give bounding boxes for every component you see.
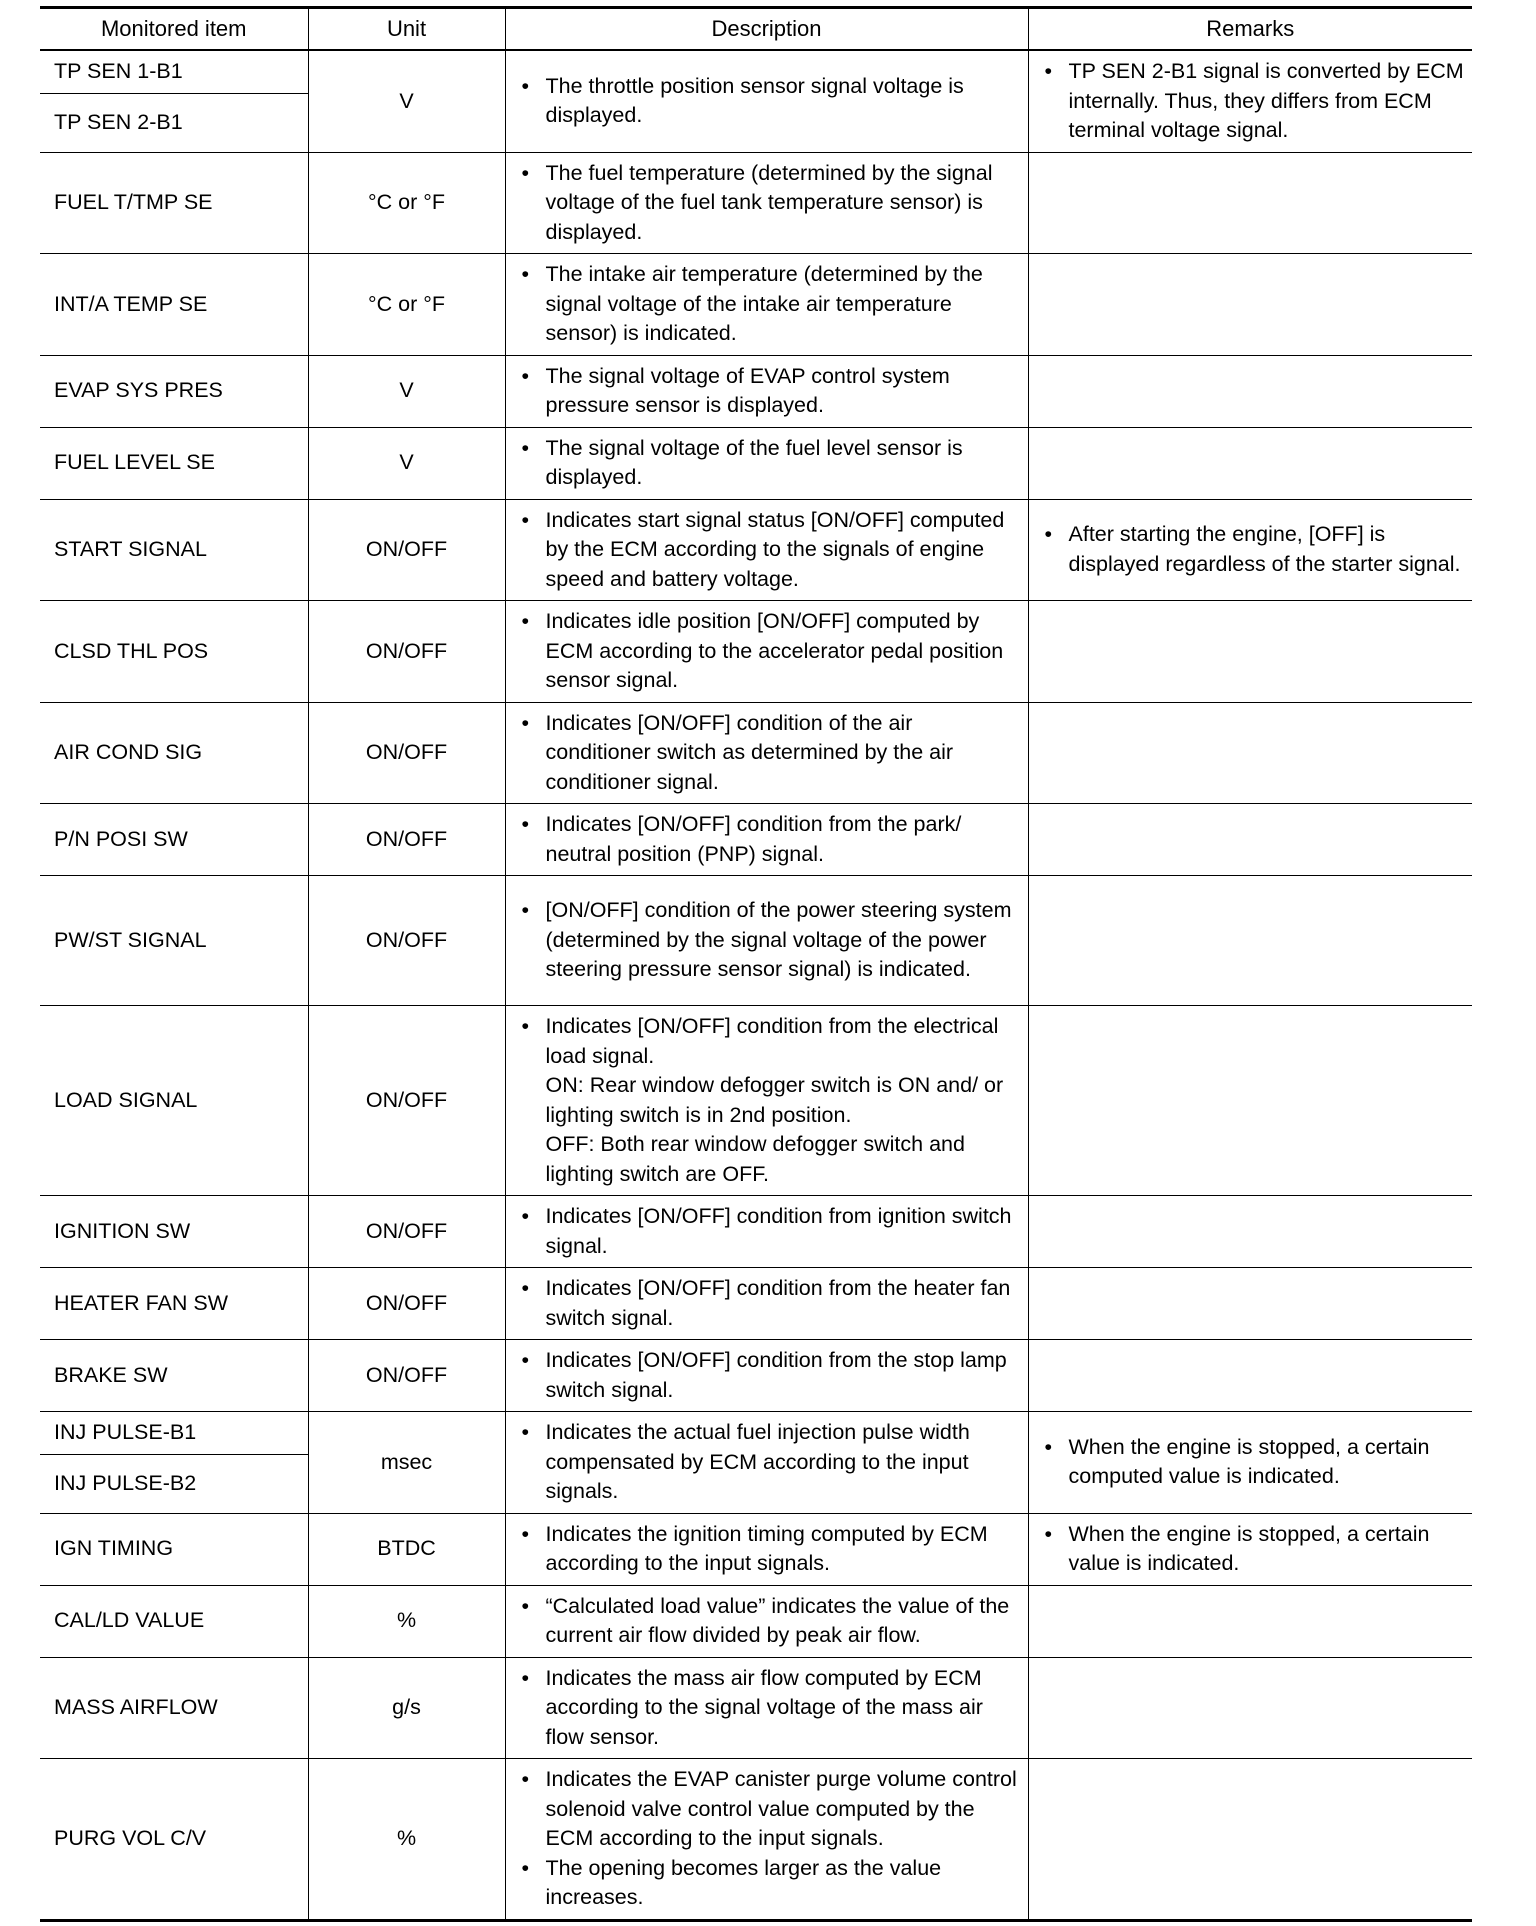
description-bullet: • Indicates [ON/OFF] condition from the heater fan switch signal. — [516, 1274, 1022, 1333]
monitored-item: HEATER FAN SW — [54, 1290, 229, 1315]
header-unit: Unit — [308, 8, 505, 51]
remarks-cell — [1028, 499, 1472, 601]
remarks-cell — [1028, 1412, 1472, 1514]
description-cell — [505, 1657, 1028, 1759]
remarks-cell — [1028, 427, 1472, 499]
description-bullet: • “Calculated load value” indicates the value of the current air flow divided by peak air flow. — [516, 1592, 1022, 1651]
table-row — [40, 1585, 1472, 1657]
remarks-cell — [1028, 702, 1472, 804]
remarks-cell — [1028, 1513, 1472, 1585]
table-row — [40, 1412, 1472, 1455]
unit-cell: msec — [308, 1412, 505, 1514]
description-bullet: • The intake air temperature (determined by the signal voltage of the intake air temperature sensor) is indicated. — [516, 260, 1022, 349]
table-row — [40, 1196, 1472, 1268]
description-bullet: • The throttle position sensor signal voltage is displayed. — [516, 72, 1022, 131]
monitored-item: IGN TIMING — [54, 1536, 174, 1561]
remarks-cell — [1028, 50, 1472, 152]
description-line: • Indicates [ON/OFF] condition from the electrical load signal. — [545, 1014, 999, 1068]
monitored-item: P/N POSI SW — [54, 826, 188, 851]
description-cell — [505, 1412, 1028, 1514]
table-row — [40, 1340, 1472, 1412]
remarks-bullet: • After starting the engine, [OFF] is displayed regardless of the starter signal. — [1039, 520, 1467, 579]
remarks-cell — [1028, 1759, 1472, 1921]
remarks-cell — [1028, 1585, 1472, 1657]
description-line: OFF: Both rear window defogger switch and lighting switch are OFF. — [545, 1132, 965, 1186]
table-row — [40, 702, 1472, 804]
unit-cell: ON/OFF — [308, 601, 505, 703]
monitored-item: LOAD SIGNAL — [54, 1087, 198, 1112]
unit-cell: ON/OFF — [308, 1006, 505, 1196]
remarks-cell — [1028, 355, 1472, 427]
description-cell — [505, 1006, 1028, 1196]
table-row — [40, 254, 1472, 356]
header-description: Description — [505, 8, 1028, 51]
document-page — [40, 6, 1472, 1922]
table-row — [40, 50, 1472, 94]
description-bullet: • Indicates [ON/OFF] condition from ignition switch signal. — [516, 1202, 1022, 1261]
table-row — [40, 876, 1472, 1006]
remarks-cell — [1028, 1196, 1472, 1268]
description-bullet: • Indicates the ignition timing computed by ECM according to the input signals. — [516, 1520, 1022, 1579]
table-row — [40, 499, 1472, 601]
description-cell — [505, 702, 1028, 804]
unit-cell: % — [308, 1759, 505, 1921]
monitored-item: AIR COND SIG — [54, 740, 203, 764]
remarks-bullet: • TP SEN 2-B1 signal is converted by ECM internally. Thus, they differs from ECM terminal voltage signal. — [1039, 57, 1467, 146]
unit-cell: °C or °F — [308, 254, 505, 356]
description-bullet — [516, 1012, 1022, 1189]
description-bullet: • Indicates the EVAP canister purge volume control solenoid valve control value computed by the ECM according to the input signals. — [516, 1765, 1022, 1854]
remarks-cell — [1028, 254, 1472, 356]
description-cell — [505, 427, 1028, 499]
description-cell — [505, 499, 1028, 601]
description-bullet: • The fuel temperature (determined by the signal voltage of the fuel tank temperature sensor) is displayed. — [516, 159, 1022, 248]
table-row — [40, 1006, 1472, 1196]
remarks-cell — [1028, 1657, 1472, 1759]
unit-cell: V — [308, 427, 505, 499]
table-row — [40, 601, 1472, 703]
monitored-items-table — [40, 6, 1472, 1922]
remarks-cell — [1028, 152, 1472, 254]
description-bullet: • Indicates [ON/OFF] condition of the air conditioner switch as determined by the air conditioner signal. — [516, 709, 1022, 798]
unit-cell: ON/OFF — [308, 876, 505, 1006]
unit-cell: % — [308, 1585, 505, 1657]
description-bullet: • The signal voltage of the fuel level sensor is displayed. — [516, 434, 1022, 493]
description-line: ON: Rear window defogger switch is ON and/ or lighting switch is in 2nd position. — [545, 1073, 1004, 1127]
description-bullet: • Indicates the actual fuel injection pulse width compensated by ECM according to the input signals. — [516, 1418, 1022, 1507]
remarks-cell — [1028, 601, 1472, 703]
description-cell — [505, 601, 1028, 703]
description-cell — [505, 1759, 1028, 1921]
unit-cell: V — [308, 355, 505, 427]
monitored-item: INJ PULSE-B2 — [54, 1470, 197, 1495]
description-bullet: • The signal voltage of EVAP control system pressure sensor is displayed. — [516, 362, 1022, 421]
description-bullet: • Indicates [ON/OFF] condition from the stop lamp switch signal. — [516, 1346, 1022, 1405]
table-row — [40, 427, 1472, 499]
monitored-item: CAL/LD VALUE — [54, 1608, 205, 1633]
description-cell — [505, 355, 1028, 427]
unit-cell: ON/OFF — [308, 1268, 505, 1340]
table-header-row — [40, 8, 1472, 51]
table-row — [40, 1759, 1472, 1921]
monitored-item: CLSD THL POS — [54, 638, 209, 663]
unit-cell: BTDC — [308, 1513, 505, 1585]
description-cell — [505, 1513, 1028, 1585]
table-row — [40, 355, 1472, 427]
unit-cell: g/s — [308, 1657, 505, 1759]
monitored-item: MASS AIRFLOW — [54, 1695, 218, 1719]
table-row — [40, 1657, 1472, 1759]
monitored-item: BRAKE SW — [54, 1362, 168, 1387]
monitored-item: IGNITION SW — [54, 1218, 191, 1243]
description-cell — [505, 152, 1028, 254]
remarks-cell — [1028, 1268, 1472, 1340]
monitored-item: INJ PULSE-B1 — [40, 1412, 308, 1455]
remarks-cell — [1028, 1340, 1472, 1412]
description-bullet: • Indicates idle position [ON/OFF] computed by ECM according to the accelerator pedal position sensor signal. — [516, 607, 1022, 696]
header-monitored-item: Monitored item — [100, 16, 247, 41]
description-bullet: • Indicates [ON/OFF] condition from the park/ neutral position (PNP) signal. — [516, 810, 1022, 869]
monitored-item: PURG VOL C/V — [54, 1826, 207, 1850]
table-row — [40, 152, 1472, 254]
description-cell — [505, 1196, 1028, 1268]
table-row — [40, 804, 1472, 876]
unit-cell: ON/OFF — [308, 702, 505, 804]
monitored-item: PW/ST SIGNAL — [54, 927, 207, 952]
description-cell — [505, 50, 1028, 152]
unit-cell: ON/OFF — [308, 499, 505, 601]
description-cell — [505, 1268, 1028, 1340]
unit-cell: ON/OFF — [308, 1196, 505, 1268]
remarks-bullet: • When the engine is stopped, a certain value is indicated. — [1039, 1520, 1467, 1579]
monitored-item: TP SEN 2-B1 — [54, 110, 183, 135]
monitored-item: INT/A TEMP SE — [54, 291, 208, 316]
table-row — [40, 1513, 1472, 1585]
unit-cell: °C or °F — [308, 152, 505, 254]
description-cell — [505, 1585, 1028, 1657]
description-cell — [505, 876, 1028, 1006]
description-bullet: • Indicates start signal status [ON/OFF] computed by the ECM according to the signals of engine speed and battery voltage. — [516, 506, 1022, 595]
description-bullet: • The opening becomes larger as the value increases. — [516, 1854, 1022, 1913]
monitored-item: FUEL T/TMP SE — [54, 190, 213, 214]
monitored-item: FUEL LEVEL SE — [54, 450, 215, 475]
unit-cell: V — [308, 50, 505, 152]
header-remarks: Remarks — [1028, 8, 1472, 51]
table-body — [40, 50, 1472, 1920]
description-cell — [505, 804, 1028, 876]
remarks-cell — [1028, 804, 1472, 876]
description-cell — [505, 254, 1028, 356]
unit-cell: ON/OFF — [308, 804, 505, 876]
monitored-item: EVAP SYS PRES — [54, 378, 223, 403]
description-bullet: • Indicates the mass air flow computed by ECM according to the signal voltage of the mass air flow sensor. — [516, 1664, 1022, 1753]
description-cell — [505, 1340, 1028, 1412]
monitored-item: START SIGNAL — [54, 537, 207, 561]
remarks-bullet: • When the engine is stopped, a certain computed value is indicated. — [1039, 1433, 1467, 1492]
unit-cell: ON/OFF — [308, 1340, 505, 1412]
monitored-item: TP SEN 1-B1 — [40, 50, 308, 94]
remarks-cell — [1028, 1006, 1472, 1196]
table-row — [40, 1268, 1472, 1340]
remarks-cell — [1028, 876, 1472, 1006]
description-bullet: • [ON/OFF] condition of the power steering system (determined by the signal voltage of the power steering pressure sensor signal) is indicated. — [516, 896, 1022, 985]
